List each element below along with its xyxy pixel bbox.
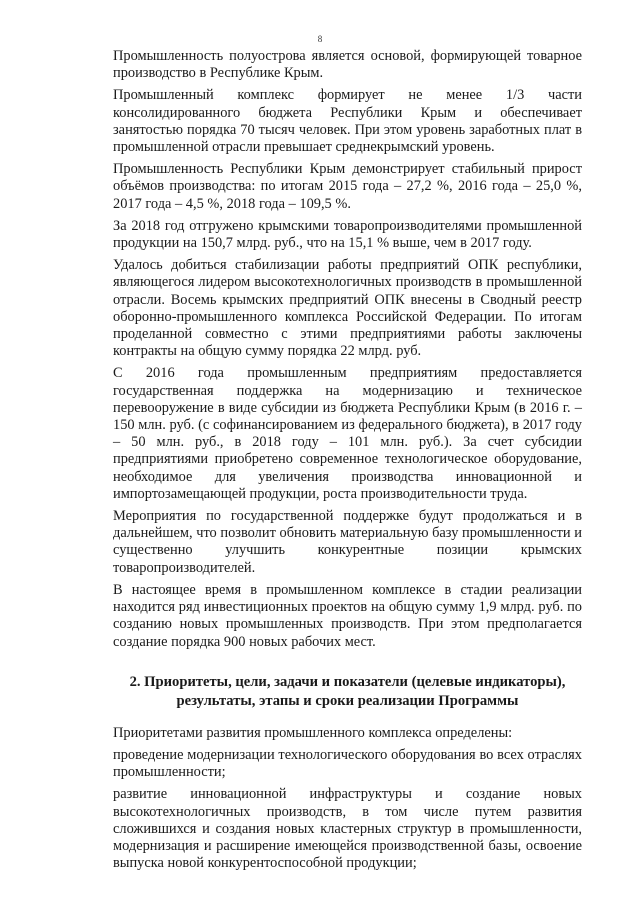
paragraph-opk-enterprises: Удалось добиться стабилизации работы предприятий ОПК республики, являющегося лидером высокотехнологичных производств в промышленной отрасли. Восемь крымских предприятий ОПК внесены в Сводный реестр оборонно-промышленного комплекса Российской Федерации. По итогам проделанной совместно с этими предприятиями работы заключены контракты на общую сумму порядка 22 млрд. руб.: [113, 257, 582, 360]
paragraph-industry-basis: Промышленность полуострова является основой, формирующей товарное производство в Республике Крым.: [113, 48, 582, 82]
page-number: 8: [317, 34, 323, 44]
section-heading-line-1: 2. Приоритеты, цели, задачи и показатели (целевые индикаторы),: [129, 673, 566, 690]
paragraph-budget-employment: Промышленный комплекс формирует не менее 1/3 части консолидированного бюджета Республики Крым и обеспечивает занятостью порядка 70 тысяч человек. При этом уровень заработных плат в промышленной отрасли превышает среднекрымский уровень.: [113, 87, 582, 156]
paragraph-priority-innovation: развитие инновационной инфраструктуры и создание новых высокотехнологичных производств, в том числе путем развития сложившихся и создания новых кластерных структур в промышленности, модернизация и расширение имеющейся производственной базы, освоение выпуска новой конкурентоспособной продукции;: [113, 786, 582, 872]
paragraph-priority-modernization: проведение модернизации технологического оборудования во всех отраслях промышленности;: [113, 746, 582, 781]
paragraph-support-continuation: Мероприятия по государственной поддержке будут продолжаться и в дальнейшем, что позволит обновить материальную базу промышленности и существенно улучшить конкурентные позиции крымских товаропроизводителей.: [113, 508, 582, 576]
paragraph-investment-projects: В настоящее время в промышленном комплексе в стадии реализации находится ряд инвестиционных проектов на общую сумму 1,9 млрд. руб. по созданию новых промышленных производств. При этом предполагается создание порядка 900 новых рабочих мест.: [113, 581, 582, 650]
paragraph-production-growth: Промышленность Республики Крым демонстрирует стабильный прирост объёмов производства: по итогам 2015 года – 27,2 %, 2016 года – 25,0 %, 2017 года – 4,5 %, 2018 года – 109,5 %.: [113, 161, 582, 212]
paragraph-state-support: С 2016 года промышленным предприятиям предоставляется государственная поддержка на модернизацию и техническое перевооружение в виде субсидии из бюджета Республики Крым (в 2016 г. – 150 млн. руб. (с софинансированием из федерального бюджета), в 2017 году – 50 млн. руб., в 2018 году – 101 млн. руб.). За счет субсидии предприятиями приобретено современное технологическое оборудование, необходимое для увеличения производства инновационной и импортозамещающей продукции, роста производительности труда.: [113, 365, 582, 502]
section-heading-line-2: результаты, этапы и сроки реализации Программы: [176, 692, 519, 709]
section-heading: [113, 673, 582, 711]
paragraph-priorities-intro: Приоритетами развития промышленного комплекса определены:: [113, 724, 513, 741]
document-body: [113, 48, 582, 877]
paragraph-shipments-2018: За 2018 год отгружено крымскими товаропроизводителями промышленной продукции на 150,7 млрд. руб., что на 15,1 % выше, чем в 2017 году.: [113, 217, 582, 252]
